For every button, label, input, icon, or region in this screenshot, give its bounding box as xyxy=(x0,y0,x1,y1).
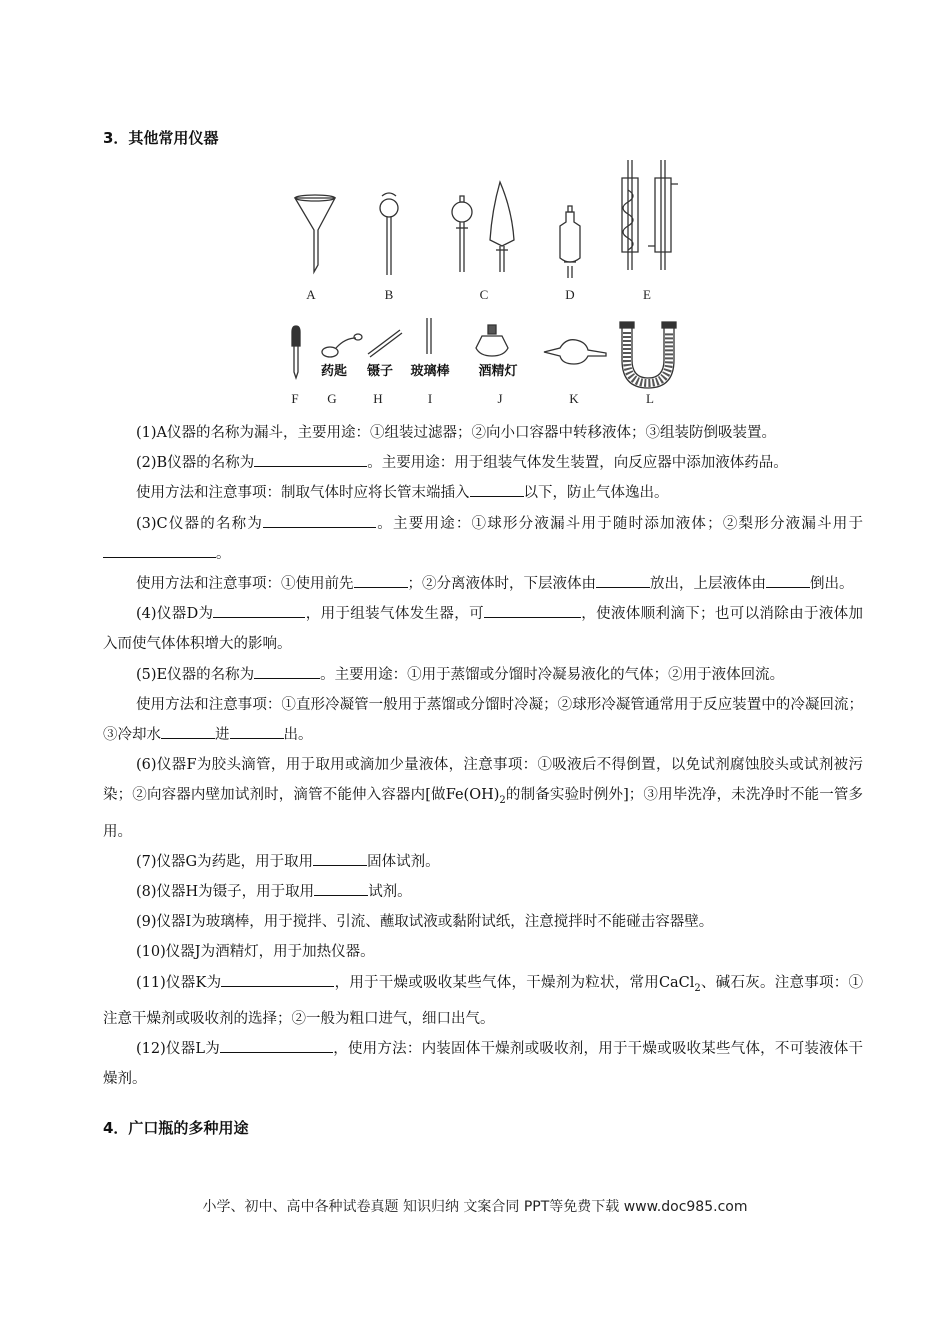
paragraph-a: (1)A仪器的名称为漏斗，主要用途：①组装过滤器；②向小口容器中转移液体；③组装防倒吸装置。 xyxy=(136,425,777,441)
label-i: I xyxy=(427,391,433,406)
separatory-funnel-icon xyxy=(452,182,514,272)
apparatus-figure xyxy=(270,150,690,410)
answer-blank[interactable] xyxy=(230,724,284,739)
caption-j: 酒精灯 xyxy=(478,364,518,379)
answer-blank[interactable] xyxy=(254,452,367,467)
paragraph-g: (7)仪器G为药匙，用于取用 固体试剂。 xyxy=(103,847,863,877)
drying-tube-icon xyxy=(544,340,606,364)
section-4-title: 4．广口瓶的多种用途 xyxy=(103,1119,249,1137)
label-d: D xyxy=(565,287,575,302)
answer-blank[interactable] xyxy=(103,543,216,558)
answer-blank[interactable] xyxy=(766,573,810,588)
page-footer: 小学、初中、高中各种试卷真题 知识归纳 文案合同 PPT等免费下载 www.doc985.com xyxy=(202,1199,748,1215)
answer-blank[interactable] xyxy=(354,573,408,588)
label-c: C xyxy=(479,287,489,302)
answer-blank[interactable] xyxy=(220,1038,333,1053)
tweezers-icon xyxy=(368,330,402,357)
paragraph-c-usage: 使用方法和注意事项：①使用前先 ；②分离液体时，下层液体由 放出，上层液体由 倒出。 xyxy=(103,569,863,599)
label-b: B xyxy=(384,287,394,302)
dropper-icon xyxy=(292,326,300,378)
thistle-funnel-icon xyxy=(380,193,398,275)
spoon-icon xyxy=(322,334,362,357)
caption-h: 镊子 xyxy=(366,364,394,379)
answer-blank[interactable] xyxy=(161,724,215,739)
paragraph-b: (2)B仪器的名称为 。主要用途：用于组装气体发生装置，向反应器中添加液体药品。 xyxy=(103,448,863,478)
paragraph-b-usage: 使用方法和注意事项：制取气体时应将长管末端插入 以下，防止气体逸出。 xyxy=(103,478,863,508)
label-a: A xyxy=(306,287,316,302)
paragraph-l: (12)仪器L为 ，使用方法：内装固体干燥剂或吸收剂，用于干燥或吸收某些气体，不可装液体干燥剂。 xyxy=(103,1034,863,1094)
paragraph-j: (10)仪器J为酒精灯，用于加热仪器。 xyxy=(136,944,375,961)
label-h: H xyxy=(373,391,383,406)
label-f: F xyxy=(291,391,299,406)
label-e: E xyxy=(643,287,651,302)
answer-blank[interactable] xyxy=(596,573,650,588)
answer-blank[interactable] xyxy=(213,603,305,618)
funnel-icon xyxy=(295,195,335,272)
paragraph-k: (11)仪器K为 ，用于干燥或吸收某些气体，干燥剂为粒状，常用CaCl$_2$、碱石灰。注意事项：①注意干燥剂或吸收剂的选择；②一般为粗口进气，细口出气。 xyxy=(103,968,863,1034)
section-3-title: 3．其他常用仪器 xyxy=(103,129,219,147)
paragraph-e: (5)E仪器的名称为 。主要用途：①用于蒸馏或分馏时冷凝易液化的气体；②用于液体回流。 xyxy=(103,660,863,690)
label-j: J xyxy=(497,391,503,406)
dropping-funnel-icon xyxy=(560,206,580,278)
glass-rod-icon xyxy=(427,318,431,354)
paragraph-h: (8)仪器H为镊子，用于取用 试剂。 xyxy=(103,877,863,907)
instrument-descriptions xyxy=(103,418,863,1094)
paragraph-i: (9)仪器I为玻璃棒，用于搅拌、引流、蘸取试液或黏附试纸，注意搅拌时不能碰击容器壁。 xyxy=(136,914,714,931)
paragraph-e-usage: 使用方法和注意事项：①直形冷凝管一般用于蒸馏或分馏时冷凝；②球形冷凝管通常用于反应装置中的冷凝回流；③冷却水 进 出。 xyxy=(103,696,863,744)
alcohol-lamp-icon xyxy=(476,325,508,356)
label-l: L xyxy=(646,391,654,406)
answer-blank[interactable] xyxy=(314,881,368,896)
paragraph-f: (6)仪器F为胶头滴管，用于取用或滴加少量液体，注意事项：①吸液后不得倒置，以免试剂腐蚀胶头或试剂被污染；②向容器内壁加试剂时，滴管不能伸入容器内[做$Fe(OH)_2$的制备实验时例外]；③用毕洗净，未洗净时不能一管多用。 xyxy=(103,757,863,840)
condenser-icon xyxy=(622,160,678,270)
apparatus-illustration xyxy=(270,150,690,410)
caption-i: 玻璃棒 xyxy=(410,364,450,379)
answer-blank[interactable] xyxy=(254,664,320,679)
answer-blank[interactable] xyxy=(221,972,334,987)
label-g: G xyxy=(327,391,337,406)
answer-blank[interactable] xyxy=(263,513,376,528)
answer-blank[interactable] xyxy=(313,851,367,866)
answer-blank[interactable] xyxy=(484,603,581,618)
paragraph-d: (4)仪器D为 ，用于组装气体发生器，可 ，使液体顺利滴下；也可以消除由于液体加入而使气体体积增大的影响。 xyxy=(103,599,863,659)
label-k: K xyxy=(569,391,579,406)
caption-g: 药匙 xyxy=(320,364,348,379)
paragraph-c: (3)C仪器的名称为 。主要用途：①球形分液漏斗用于随时添加液体；②梨形分液漏斗用于。 xyxy=(103,509,863,569)
answer-blank[interactable] xyxy=(470,482,524,497)
